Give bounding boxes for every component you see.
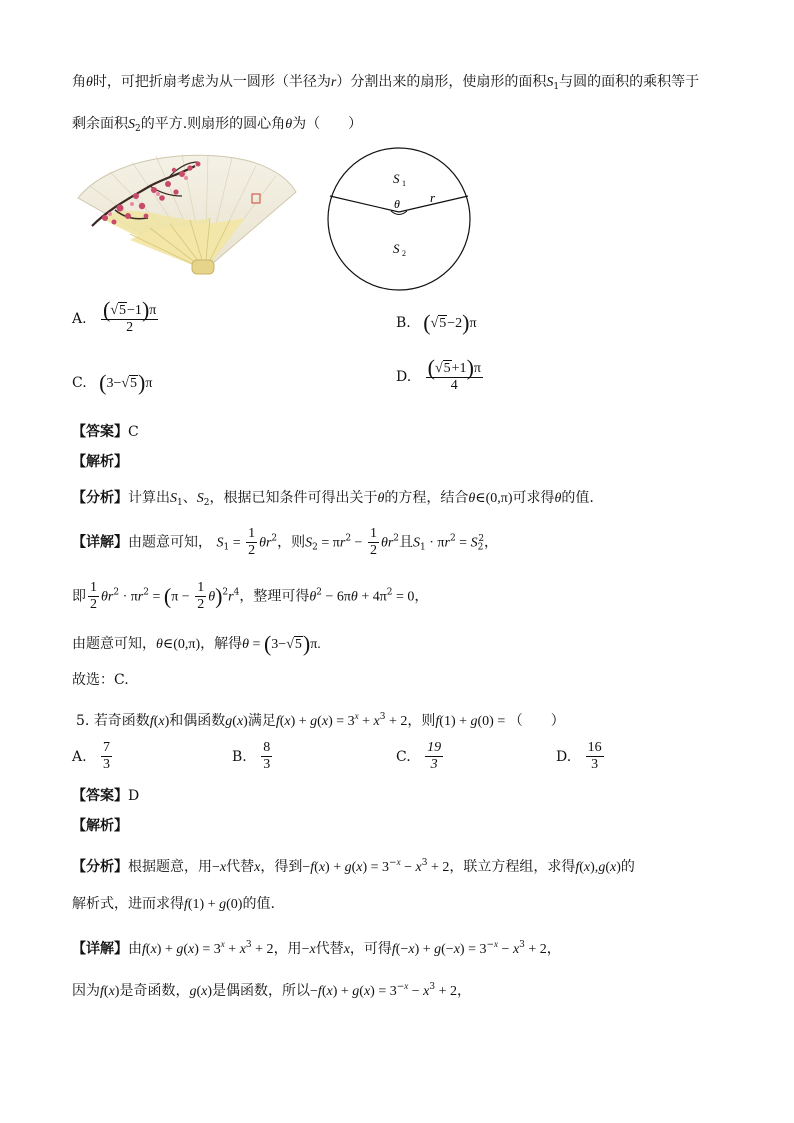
circle-theta-label: θ [394,197,400,211]
q5-option-a: A. $\frac{7}{3}$ [72,740,111,772]
q5-stem: 5. 若奇函数f(x)和偶函数g(x)满足$f(x) + g(x) = 3^x + x^3 + 2$，则f(1) + g(0) = （ ） [76,711,565,729]
q5-fenxi-line-2: 解析式，进而求得f(1) + g(0)的值. [72,896,275,912]
intro-line-1: 角θ时，可把折扇考虑为从一圆形（半径为r）分割出来的扇形，使扇形的面积$S_1$与圆的面积的乘积等于 [72,74,700,92]
q5-fenxi-line-1: 【分析】根据题意，用−x代替x，得到$-f(x) + g(x) = 3^{-x} - x^3 + 2$，联立方程组，求得f(x),g(x)的 [72,857,635,875]
q4-choose-line: 故选：C. [72,672,129,688]
q5-analysis-tag: 【解析】 [72,818,128,834]
q5-because-line: 因为f(x)是奇函数，g(x)是偶函数，所以$-f(x) + g(x) = 3^{-x} - x^3 + 2$， [72,981,472,999]
circle-s2-label: S [393,241,400,256]
q4-fenxi-line: 【分析】计算出$S_1$、$S_2$，根据已知条件可得出关于θ的方程，结合θ∈(0,π)可求得θ的值. [72,490,594,508]
option-a: A. $\frac{(√5-1)\pi}{2}$ [72,297,157,335]
option-b: B. (√5−2)π [396,310,477,335]
q5-option-c: C. $\frac{19}{3}$ [396,740,442,772]
q5-option-d: D. $\frac{16}{3}$ [556,740,602,772]
q5-option-b: B. $\frac{8}{3}$ [232,740,271,772]
circle-s1-label: S [393,171,400,186]
q5-answer-line: 【答案】D [72,788,140,804]
circle-diagram [326,146,472,292]
option-d: D. $\frac{(√5+1)\pi}{4}$ [396,355,481,393]
q4-answer-line: 【答案】C [72,424,139,440]
svg-text:1: 1 [402,179,406,188]
q4-ji-line: 即 $\frac{1}{2}$ $\theta r^2 \cdot \pi r^2 = (\pi$ − $\frac{1}{2}$ $\theta)^2r^4$，整理可得$\theta^2 - 6\pi\theta + 4\pi^2 = 0$， [72,580,429,612]
intro-line-2: 剩余面积$S_2$的平方.则扇形的圆心角θ为（ ） [72,116,363,134]
svg-text:2: 2 [402,249,406,258]
option-c: C. (3−√5)π [72,370,153,395]
q5-detail-line: 【详解】由$f(x) + g(x) = 3^x + x^3 + 2$，用−x代替x，可得$f(-x) + g(-x) = 3^{-x} - x^3 + 2$， [72,939,561,957]
q4-analysis-tag: 【解析】 [72,454,128,470]
fan-image [70,148,300,278]
circle-r-label: r [430,190,436,205]
q4-detail-line: 【详解】由题意可知， $S_1$ = $\frac{1}{2}$ $\theta r^2$，则$S_2 = \pi r^2$ − $\frac{1}{2}$ $\theta r^2$且$S_1 \cdot \pi r^2 = S_2^2$， [72,526,499,558]
q4-solve-line: 由题意可知，θ∈(0,π)，解得θ = (3−√5)π. [72,631,321,656]
